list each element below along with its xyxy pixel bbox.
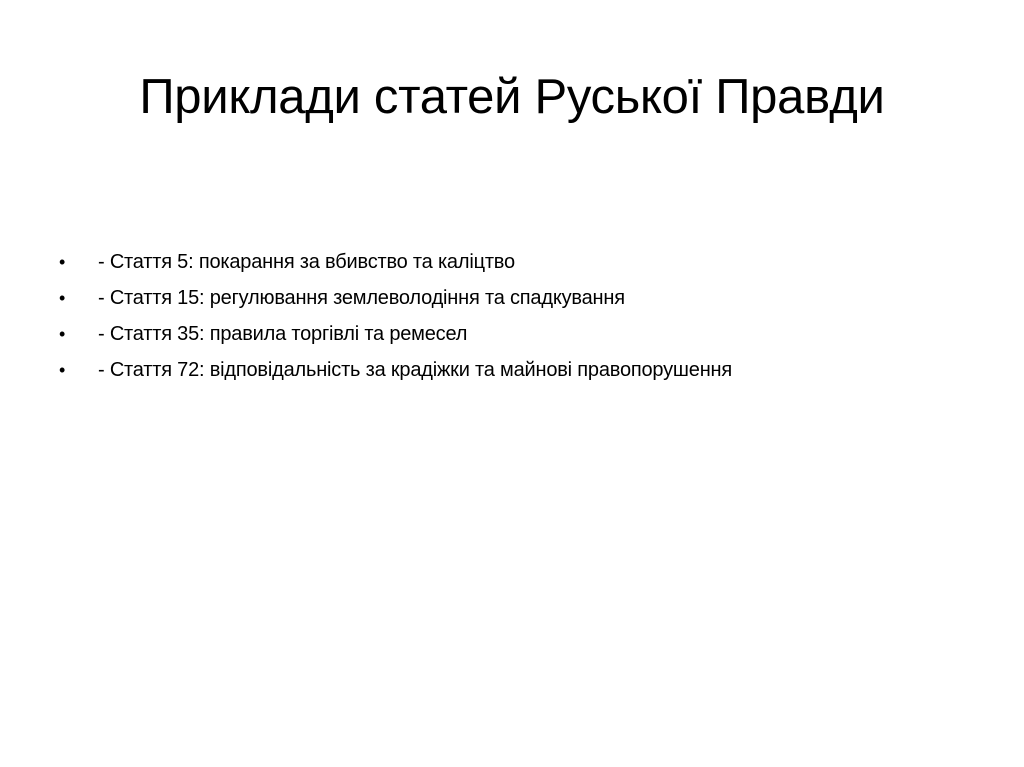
bullet-icon: •	[59, 252, 66, 272]
list-item-text: - Стаття 35: правила торгівлі та ремесел	[98, 323, 468, 345]
list-item	[52, 244, 992, 280]
bullet-list	[52, 244, 992, 388]
bullet-icon: •	[59, 360, 66, 380]
list-item	[52, 280, 992, 316]
list-item	[52, 352, 992, 388]
list-item-text: - Стаття 5: покарання за вбивство та каліцтво	[98, 251, 515, 273]
list-item	[52, 316, 992, 352]
list-item-text: - Стаття 15: регулювання землеволодіння та спадкування	[98, 287, 625, 309]
bullet-icon: •	[59, 324, 66, 344]
slide-title: Приклади статей Руської Правди	[139, 70, 885, 124]
bullet-icon: •	[59, 288, 66, 308]
list-item-text: - Стаття 72: відповідальність за крадіжки та майнові правопорушення	[98, 359, 733, 381]
